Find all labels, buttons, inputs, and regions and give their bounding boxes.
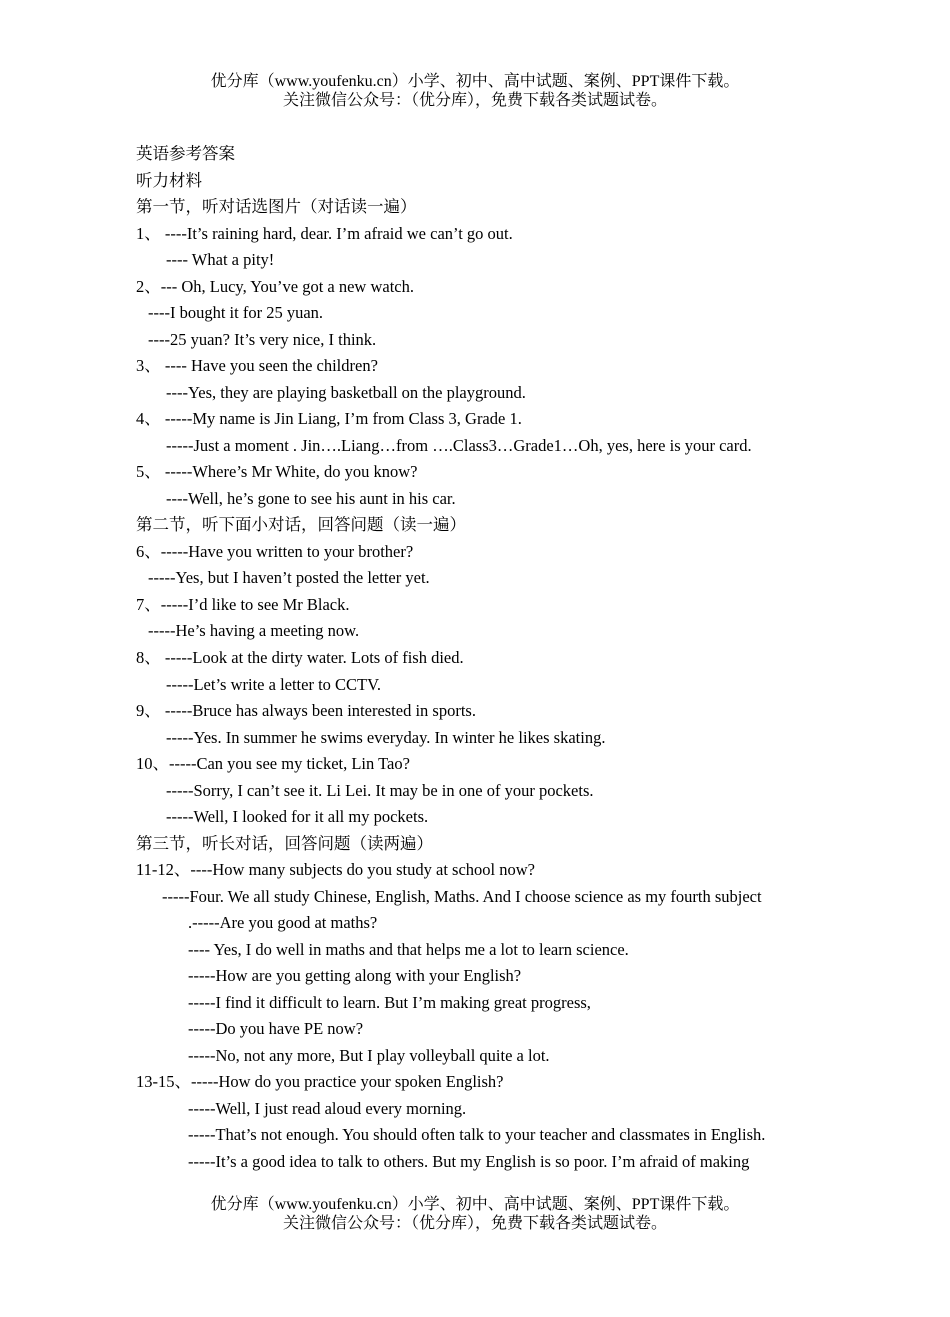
dialogue-line: ----Well, he’s gone to see his aunt in his car. [166,489,456,508]
document-title: 英语参考答案 [136,144,235,163]
dialogue-line: -----No, not any more, But I play volleyball quite a lot. [188,1046,550,1065]
dialogue-line: 8、 -----Look at the dirty water. Lots of fish died. [136,648,464,667]
dialogue-line: -----He’s having a meeting now. [148,621,360,640]
dialogue-line: ---- What a pity! [166,250,275,269]
header-line-2: 关注微信公众号：（优分库），免费下载各类试题试卷。 [282,92,667,109]
dialogue-line: -----Well, I just read aloud every morning. [188,1099,467,1118]
dialogue-line: -----Well, I looked for it all my pockets. [166,807,429,826]
dialogue-line: 9、 -----Bruce has always been interested in sports. [136,701,476,720]
section-heading: 第二节，听下面小对话，回答问题（读一遍） [136,515,466,534]
dialogue-line: -----Yes. In summer he swims everyday. In winter he likes skating. [166,728,606,747]
dialogue-line: 4、 -----My name is Jin Liang, I’m from Class 3, Grade 1. [136,409,522,428]
section-heading: 第三节，听长对话，回答问题（读两遍） [136,834,433,853]
dialogue-line: ----Yes, they are playing basketball on the playground. [166,383,526,402]
dialogue-line: 11-12、----How many subjects do you study at school now? [136,860,535,879]
dialogue-line: 7、-----I’d like to see Mr Black. [136,595,350,614]
dialogue-line: 5、 -----Where’s Mr White, do you know? [136,462,418,481]
dialogue-line: 6、-----Have you written to your brother? [136,542,414,561]
dialogue-line: 1、 ----It’s raining hard, dear. I’m afraid we can’t go out. [136,224,513,243]
section-heading: 第一节，听对话选图片（对话读一遍） [136,197,417,216]
dialogue-line: 3、 ---- Have you seen the children? [136,356,378,375]
dialogue-line: -----That’s not enough. You should often talk to your teacher and classmates in English. [188,1125,766,1144]
page-header [0,72,950,110]
dialogue-line: -----How are you getting along with your English? [188,966,522,985]
dialogue-line: 13-15、-----How do you practice your spoken English? [136,1072,504,1091]
dialogue-line: -----Sorry, I can’t see it. Li Lei. It may be in one of your pockets. [166,781,594,800]
page-footer [0,1195,950,1233]
dialogue-line: -----I find it difficult to learn. But I’m making great progress, [188,993,591,1012]
document-subtitle: 听力材料 [136,171,202,190]
dialogue-line: 2、--- Oh, Lucy, You’ve got a new watch. [136,277,414,296]
dialogue-line: -----Just a moment . Jin….Liang…from ….Class3…Grade1…Oh, yes, here is your card. [166,436,752,455]
dialogue-line: ----I bought it for 25 yuan. [148,303,324,322]
dialogue-line: -----Four. We all study Chinese, English, Maths. And I choose science as my fourth subject [162,887,762,906]
dialogue-line: .-----Are you good at maths? [188,913,378,932]
dialogue-line: -----Yes, but I haven’t posted the letter yet. [148,568,430,587]
dialogue-line: ---- Yes, I do well in maths and that helps me a lot to learn science. [188,940,629,959]
dialogue-line: -----Let’s write a letter to CCTV. [166,675,382,694]
dialogue-line: ----25 yuan? It’s very nice, I think. [148,330,377,349]
dialogue-line: -----It’s a good idea to talk to others. But my English is so poor. I’m afraid of making [188,1152,750,1171]
footer-line-1: 优分库（www.youfenku.cn）小学、初中、高中试题、案例、PPT课件下载。 [210,1196,740,1213]
footer-line-2: 关注微信公众号：（优分库），免费下载各类试题试卷。 [282,1215,667,1232]
dialogue-line: -----Do you have PE now? [188,1019,364,1038]
dialogue-line: 10、-----Can you see my ticket, Lin Tao? [136,754,410,773]
header-line-1: 优分库（www.youfenku.cn）小学、初中、高中试题、案例、PPT课件下载。 [210,73,740,90]
